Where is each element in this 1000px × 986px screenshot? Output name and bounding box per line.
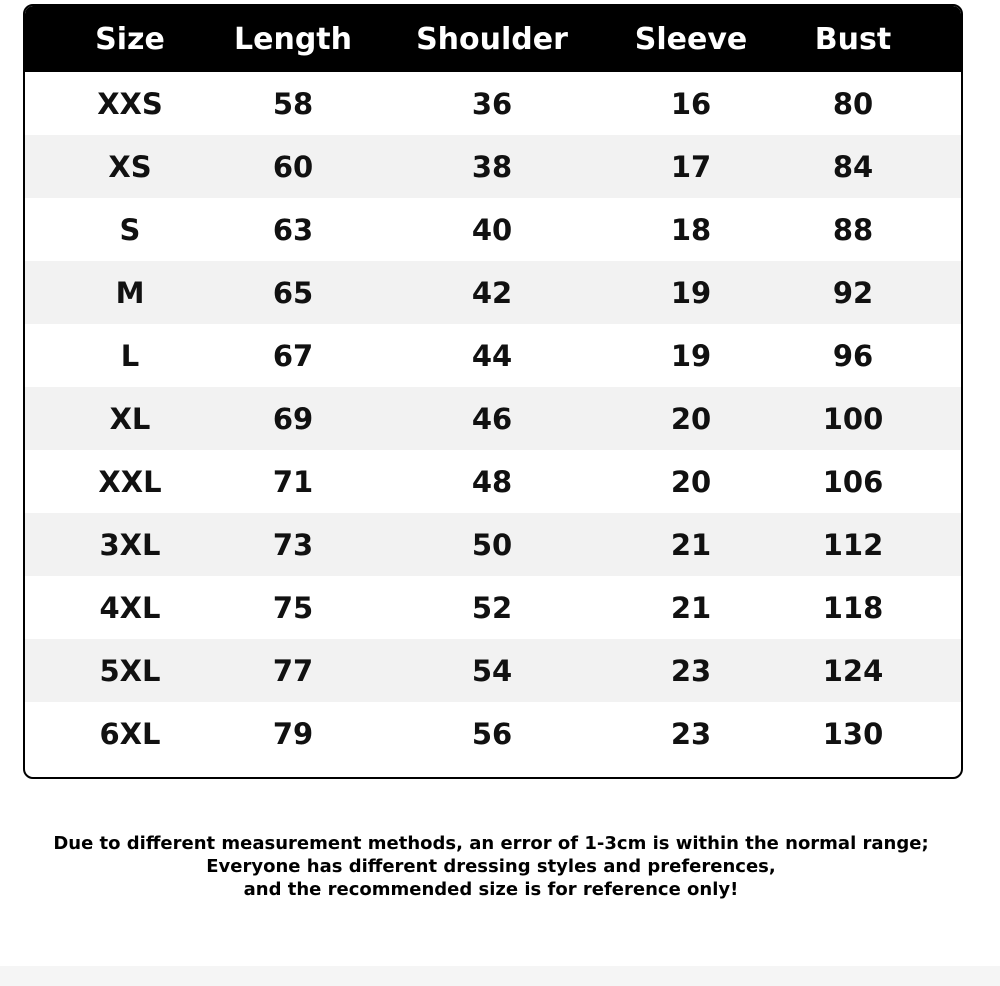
cell-bust: 124 (822, 653, 884, 688)
cell-sleeve: 23 (670, 653, 712, 688)
cell-length: 63 (272, 212, 314, 247)
cell-sleeve: 20 (670, 401, 712, 436)
cell-length: 69 (272, 401, 314, 436)
cell-size: S (119, 212, 141, 247)
cell-bust: 80 (832, 86, 874, 121)
cell-bust: 118 (822, 590, 884, 625)
table-row (25, 261, 961, 324)
cell-size: XXL (98, 464, 162, 499)
cell-sleeve: 21 (670, 527, 712, 562)
cell-size: 6XL (99, 716, 161, 751)
cell-shoulder: 48 (471, 464, 513, 499)
cell-size: 3XL (99, 527, 161, 562)
header-sleeve: Sleeve (634, 21, 748, 57)
cell-bust: 100 (822, 401, 884, 436)
cell-length: 60 (272, 149, 314, 184)
cell-bust: 130 (822, 716, 884, 751)
table-row (25, 450, 961, 513)
table-row (25, 135, 961, 198)
cell-sleeve: 16 (670, 86, 712, 121)
table-header-row (25, 6, 961, 72)
cell-size: XL (109, 401, 151, 436)
cell-shoulder: 54 (471, 653, 513, 688)
table-body (25, 72, 961, 765)
note-line-1: Due to different measurement methods, an error of 1-3cm is within the normal range; (53, 833, 929, 854)
header-bust: Bust (814, 21, 892, 57)
cell-shoulder: 46 (471, 401, 513, 436)
cell-bust: 92 (832, 275, 874, 310)
cell-bust: 112 (822, 527, 884, 562)
cell-length: 65 (272, 275, 314, 310)
cell-size: XXS (97, 86, 163, 121)
table-row (25, 72, 961, 135)
cell-shoulder: 42 (471, 275, 513, 310)
cell-shoulder: 36 (471, 86, 513, 121)
cell-size: 5XL (99, 653, 161, 688)
table-row (25, 198, 961, 261)
cell-sleeve: 19 (670, 275, 712, 310)
cell-length: 58 (272, 86, 314, 121)
cell-bust: 106 (822, 464, 884, 499)
cell-shoulder: 44 (471, 338, 513, 373)
cell-shoulder: 52 (471, 590, 513, 625)
cell-size: M (115, 275, 145, 310)
table-row (25, 324, 961, 387)
cell-length: 79 (272, 716, 314, 751)
cell-shoulder: 56 (471, 716, 513, 751)
cell-sleeve: 19 (670, 338, 712, 373)
cell-sleeve: 18 (670, 212, 712, 247)
cell-length: 75 (272, 590, 314, 625)
cell-bust: 84 (832, 149, 874, 184)
cell-length: 71 (272, 464, 314, 499)
table-row (25, 639, 961, 702)
cell-size: 4XL (99, 590, 161, 625)
size-chart-table (23, 4, 963, 779)
bottom-strip (0, 966, 1000, 986)
cell-length: 73 (272, 527, 314, 562)
cell-sleeve: 17 (670, 149, 712, 184)
table-row (25, 576, 961, 639)
cell-bust: 96 (832, 338, 874, 373)
header-size: Size (95, 21, 165, 57)
header-length: Length (234, 21, 352, 57)
cell-shoulder: 40 (471, 212, 513, 247)
table-row (25, 387, 961, 450)
cell-sleeve: 20 (670, 464, 712, 499)
table-row (25, 513, 961, 576)
cell-size: XS (108, 149, 152, 184)
cell-sleeve: 23 (670, 716, 712, 751)
cell-length: 67 (272, 338, 314, 373)
cell-shoulder: 50 (471, 527, 513, 562)
cell-bust: 88 (832, 212, 874, 247)
cell-length: 77 (272, 653, 314, 688)
note-line-2: Everyone has different dressing styles and preferences, (206, 856, 776, 877)
measurement-note (0, 832, 982, 901)
table-row (25, 702, 961, 765)
cell-size: L (120, 338, 140, 373)
cell-shoulder: 38 (471, 149, 513, 184)
cell-sleeve: 21 (670, 590, 712, 625)
note-line-3: and the recommended size is for reference only! (243, 879, 739, 900)
header-shoulder: Shoulder (416, 21, 568, 57)
